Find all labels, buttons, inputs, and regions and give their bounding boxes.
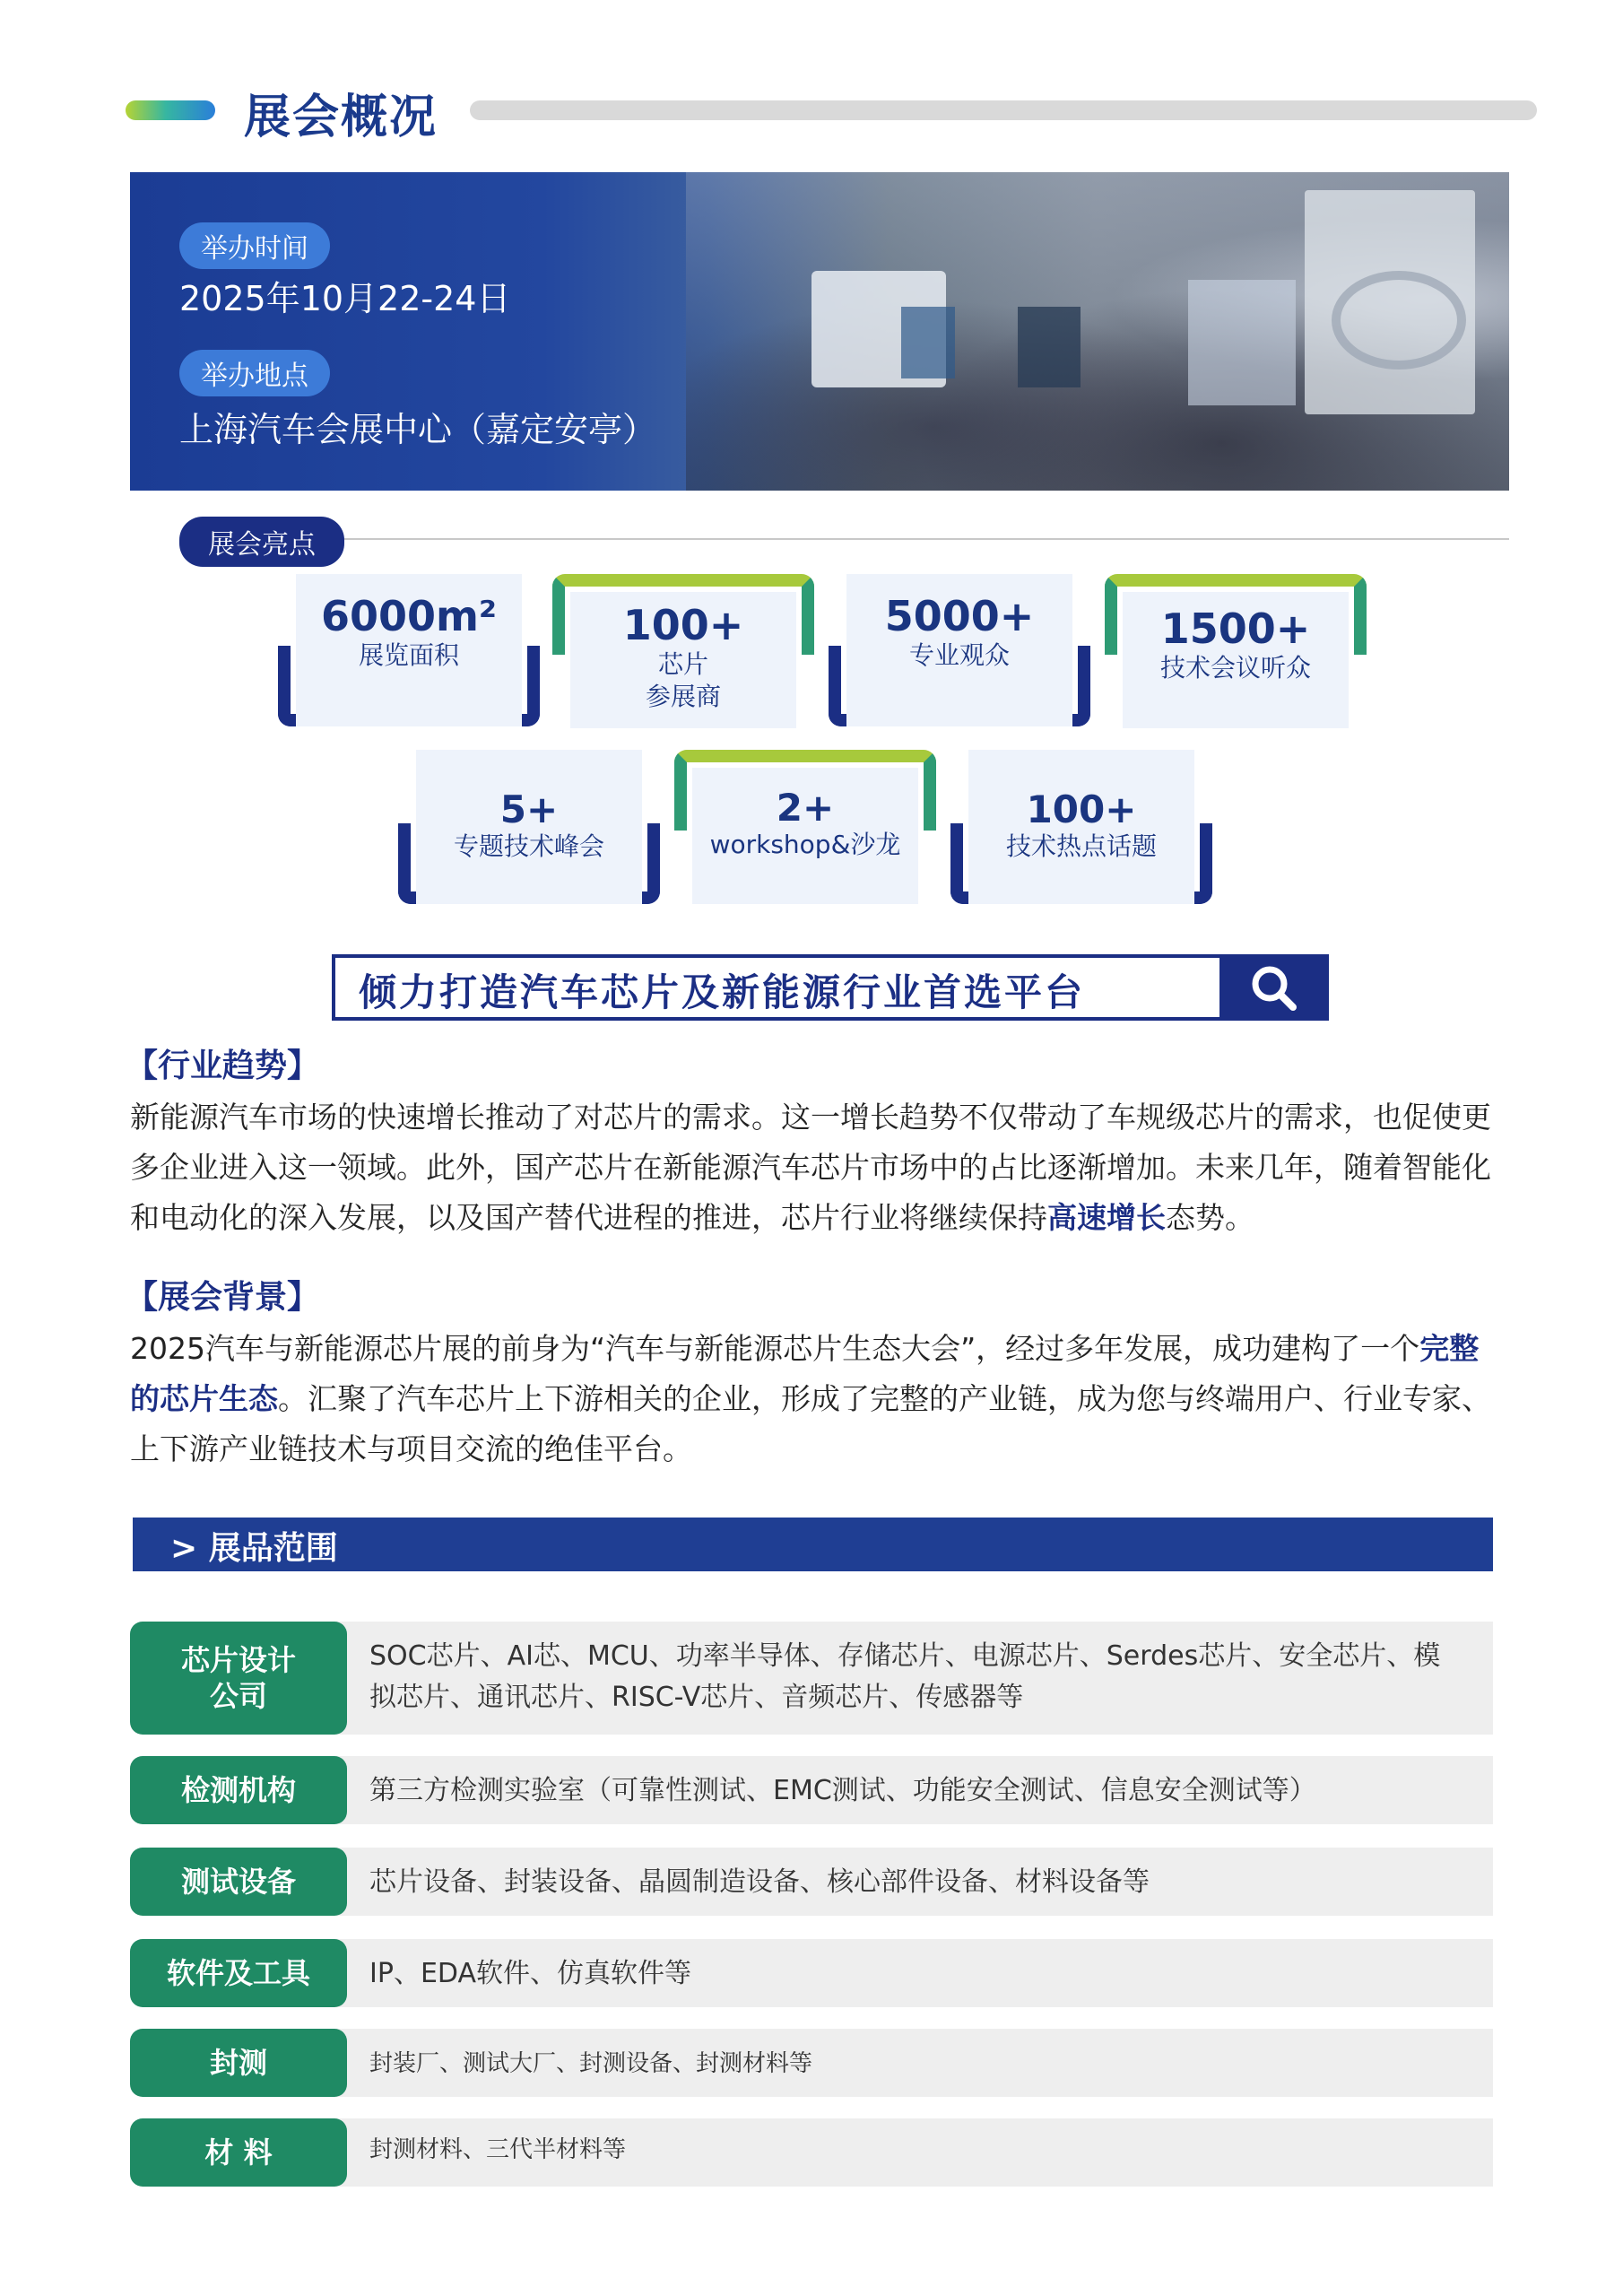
background-text: 2025汽车与新能源芯片展的前身为“汽车与新能源芯片生态大会”，经过多年发展，成功建构了一个 (130, 1331, 1420, 1366)
stat-number: 1500+ (1160, 604, 1311, 653)
scope-text: 封测材料、三代半材料等 (369, 2136, 627, 2163)
scope-title: > 展品范围 (170, 1530, 338, 1567)
booth-shape (1188, 280, 1296, 405)
slogan-text: 倾力打造汽车芯片及新能源行业首选平台 (359, 970, 1086, 1014)
trend-paragraph (130, 1092, 1502, 1243)
stat-number: 2+ (776, 786, 835, 830)
stat-number: 100+ (1026, 787, 1137, 831)
stat-label: 专题技术峰会 (453, 831, 604, 862)
stat-card (570, 592, 796, 728)
stat-label: 技术会议听众 (1159, 652, 1311, 683)
header-accent-bar (126, 100, 215, 120)
search-button[interactable] (1219, 954, 1329, 1021)
stat-card (968, 750, 1194, 904)
page-title: 展会概况 (244, 91, 438, 144)
stat-label: 展览面积 (358, 639, 459, 670)
trend-text-end: 态势。 (1166, 1200, 1254, 1235)
stat-card (1123, 592, 1349, 728)
place-label: 举办地点 (179, 350, 330, 396)
search-icon (1219, 954, 1329, 1021)
scope-tag: 材 料 (130, 2118, 347, 2187)
stat-card (416, 750, 642, 904)
stat-card (692, 768, 918, 904)
trend-heading: 【行业趋势】 (126, 1048, 320, 1084)
place-value: 上海汽车会展中心（嘉定安亭） (179, 410, 657, 449)
booth-ring (1332, 271, 1466, 370)
stat-label: workshop&沙龙 (709, 830, 901, 860)
background-highlight: 完整的芯片生态 (130, 1331, 1480, 1416)
highlights-divider (332, 538, 1509, 540)
stat-label: 专业观众 (908, 639, 1010, 670)
scope-tag: 测试设备 (130, 1848, 347, 1916)
stat-label: 芯片 参展商 (645, 648, 721, 711)
scope-text: 第三方检测实验室（可靠性测试、EMC测试、功能安全测试、信息安全测试等） (369, 1775, 1316, 1806)
stat-label: 技术热点话题 (1005, 831, 1157, 862)
stat-card (296, 574, 522, 726)
header-divider (470, 100, 1537, 120)
booth-screen (901, 307, 955, 378)
booth-screen (1018, 307, 1081, 387)
time-label: 举办时间 (179, 222, 330, 269)
scope-tag: 软件及工具 (130, 1939, 347, 2007)
background-text-end: 。汇聚了汽车芯片上下游相关的企业，形成了完整的产业链，成为您与终端用户、行业专家、上下游产业链技术与项目交流的绝佳平台。 (130, 1381, 1491, 1466)
scope-tag: 封测 (130, 2029, 347, 2097)
scope-text: SOC芯片、AI芯、MCU、功率半导体、存储芯片、电源芯片、Serdes芯片、安全芯片、模拟芯片、通讯芯片、RISC-V芯片、音频芯片、传感器等 (369, 1640, 1441, 1713)
time-value: 2025年10月22-24日 (179, 279, 511, 318)
background-heading: 【展会背景】 (126, 1279, 320, 1316)
scope-text: IP、EDA软件、仿真软件等 (369, 1958, 691, 1989)
stat-card (846, 574, 1072, 726)
scope-tag: 芯片设计 公司 (130, 1622, 347, 1735)
scope-tag: 检测机构 (130, 1756, 347, 1824)
trend-highlight: 高速增长 (1047, 1200, 1166, 1235)
highlights-label: 展会亮点 (179, 517, 344, 567)
stat-number: 5000+ (884, 592, 1035, 640)
stat-number: 5+ (499, 787, 559, 831)
stat-number: 100+ (622, 601, 744, 649)
scope-text: 芯片设备、封装设备、晶圆制造设备、核心部件设备、材料设备等 (369, 1866, 1150, 1898)
background-paragraph (130, 1324, 1502, 1474)
scope-text: 封装厂、测试大厂、封测设备、封测材料等 (369, 2050, 813, 2077)
stat-number: 6000m² (320, 592, 498, 640)
trend-text: 新能源汽车市场的快速增长推动了对芯片的需求。这一增长趋势不仅带动了车规级芯片的需求，也促使更多企业进入这一领域。此外，国产芯片在新能源汽车芯片市场中的占比逐渐增加。未来几年，随着智能化和电动化的深入发展，以及国产替代进程的推进，芯片行业将继续保持 (130, 1100, 1491, 1235)
